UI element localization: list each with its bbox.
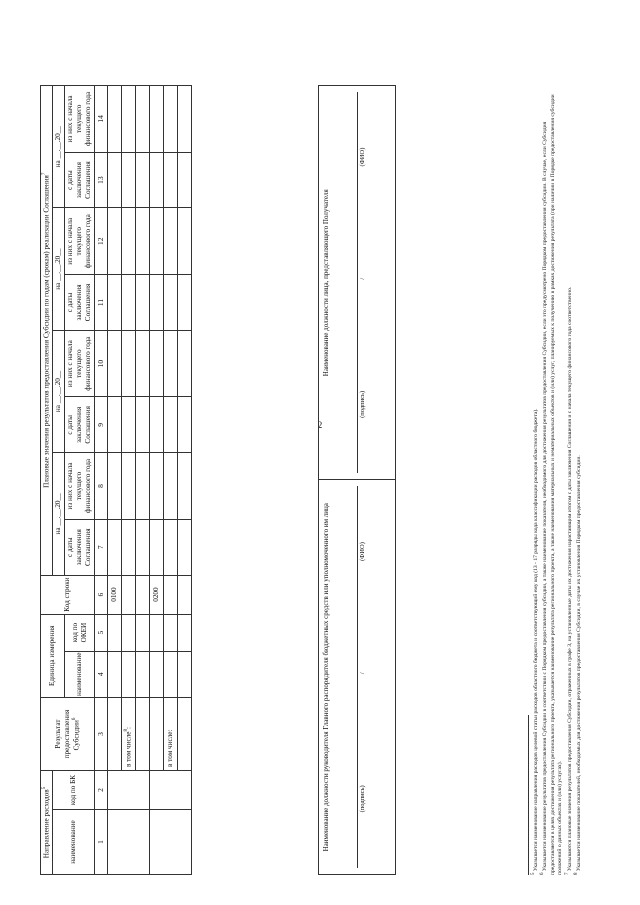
cell[interactable] [177, 453, 191, 520]
column-number: 14 [95, 86, 107, 153]
column-number: 9 [95, 397, 107, 453]
cell[interactable] [163, 397, 177, 453]
cell[interactable] [163, 651, 177, 697]
column-number: 11 [95, 275, 107, 331]
header-period-2: на __.__.20__ [53, 330, 65, 452]
header-from-year: из них с начала текущего финансового года [65, 208, 95, 275]
column-number: 1 [95, 810, 107, 875]
cell[interactable] [149, 152, 163, 208]
cell[interactable] [163, 330, 177, 397]
header-from-date: с даты заключения Соглашения [65, 519, 95, 575]
cell[interactable] [107, 614, 121, 651]
header-from-year: из них с начала текущего финансового года [65, 453, 95, 520]
cell[interactable] [177, 519, 191, 575]
cell-name[interactable] [107, 810, 149, 875]
header-code-bk: код по БК [53, 771, 95, 810]
column-number: 8 [95, 453, 107, 520]
column-number: 6 [95, 575, 107, 614]
cell[interactable] [135, 614, 149, 651]
header-direction: Направление расходов$^5$ [41, 771, 53, 875]
cell[interactable] [177, 330, 191, 397]
header-planned: Плановые значения результатов предоставления Субсидии по годам (срокам) реализации Соглашения$^7$ [41, 86, 53, 576]
column-number: 5 [95, 614, 107, 651]
cell[interactable] [121, 275, 135, 331]
header-unit-okei: код по ОКЕИ [65, 614, 95, 651]
cell-name[interactable] [149, 810, 191, 875]
cell-row-code [177, 575, 191, 614]
cell[interactable] [121, 330, 135, 397]
cell[interactable] [177, 397, 191, 453]
page-number: 2 [317, 420, 323, 430]
footnote: $^5$ Указывается наименование направления расходов целевой статьи расходов областного бюджета и соответствующий ему код (13 - 17 разряды кода классификации расходов областного бюджета). [531, 408, 539, 875]
signature-table [318, 85, 396, 875]
cell[interactable] [149, 614, 163, 651]
rotated-content [40, 45, 600, 875]
table-row [149, 86, 163, 875]
cell[interactable] [149, 86, 163, 153]
footnotes [528, 85, 584, 875]
cell-code-bk[interactable] [149, 771, 191, 810]
header-unit-name: наименование [65, 651, 95, 697]
cell[interactable] [107, 519, 121, 575]
cell[interactable] [121, 397, 135, 453]
cell[interactable] [163, 208, 177, 275]
cell[interactable] [163, 275, 177, 331]
cell-result: в том числе: [163, 698, 177, 771]
cell[interactable] [149, 330, 163, 397]
cell[interactable] [107, 330, 121, 397]
cell[interactable] [135, 152, 149, 208]
name-caption: (ФИО) [359, 147, 367, 167]
cell[interactable] [177, 208, 191, 275]
signature-title-left: Наименование должности руководителя Главного распорядителя бюджетных средств или уполномоченного им лица [322, 503, 330, 852]
cell[interactable] [163, 614, 177, 651]
column-number: 4 [95, 651, 107, 697]
cell[interactable] [149, 651, 163, 697]
cell[interactable] [177, 275, 191, 331]
cell[interactable] [163, 519, 177, 575]
cell[interactable] [135, 86, 149, 153]
header-unit: Единица измерения [41, 614, 65, 697]
cell[interactable] [149, 208, 163, 275]
column-number: 13 [95, 152, 107, 208]
table-row [107, 86, 121, 875]
cell[interactable] [121, 86, 135, 153]
table-row [121, 86, 135, 875]
cell[interactable] [121, 453, 135, 520]
cell-row-code [163, 575, 177, 614]
cell[interactable] [177, 614, 191, 651]
cell[interactable] [135, 330, 149, 397]
header-period-3: на __.__.20__ [53, 208, 65, 330]
header-row-code: Код строки [41, 575, 95, 614]
cell[interactable] [121, 519, 135, 575]
header-from-date: с даты заключения Соглашения [65, 397, 95, 453]
cell-result: в том числе$^8$: [121, 698, 135, 771]
signature-block-left [319, 480, 396, 875]
cell-row-code [135, 575, 149, 614]
sign-caption: (подпись) [359, 785, 367, 813]
column-numbers-row [95, 86, 107, 875]
cell[interactable] [121, 614, 135, 651]
footnote: $^6$ Указывается наименование результатов предоставления Субсидии в соответствии с Порядком предоставления субсидии, а также наименование показателя, необходимого для достижения результатов предоставления Субсидии, если это предусмотрено Порядком предоставления субсидии. В случае, если Субсидия предоставляется в целях достижения результата регионального проекта, указывается наименование результата регионального проекта, а также наименования материальных и нематериальных объектов и (или) услуг, планируемых к получению в рамках достижения результата (при наличии в Порядке предоставления субсидии положений о данных объектах и (или) услугах). [540, 94, 564, 875]
cell[interactable] [149, 397, 163, 453]
cell-row-code: 0100 [107, 575, 121, 614]
results-table [40, 85, 192, 875]
cell[interactable] [177, 86, 191, 153]
sign-caption: (подпись) [359, 390, 367, 418]
cell[interactable] [163, 453, 177, 520]
cell[interactable] [107, 86, 121, 153]
column-number: 2 [95, 771, 107, 810]
footnote: $^8$ Указывается наименование показателей, необходимых для достижения результатов предоставления Субсидии, в случае их установления Порядком предоставления субсидии. [574, 455, 583, 875]
cell[interactable] [107, 651, 121, 697]
cell-result[interactable] [107, 698, 121, 771]
cell[interactable] [107, 397, 121, 453]
header-from-year: из них с начала текущего финансового года [65, 330, 95, 397]
cell[interactable] [135, 453, 149, 520]
header-period-1: на __.__.20__ [53, 453, 65, 575]
cell[interactable] [107, 152, 121, 208]
cell[interactable] [107, 275, 121, 331]
footnote-rule [528, 715, 529, 875]
cell-row-code: 0200 [149, 575, 163, 614]
separator: / [359, 277, 367, 280]
column-number: 12 [95, 208, 107, 275]
signature-block-right [319, 86, 396, 481]
cell-result[interactable] [135, 698, 149, 771]
cell[interactable] [163, 86, 177, 153]
cell-result[interactable] [177, 698, 191, 771]
cell[interactable] [149, 519, 163, 575]
column-number: 7 [95, 519, 107, 575]
header-result: Результат предоставления Субсидии$^6$ [41, 698, 95, 771]
cell[interactable] [135, 208, 149, 275]
cell[interactable] [121, 152, 135, 208]
separator: / [359, 672, 367, 675]
cell[interactable] [135, 397, 149, 453]
header-from-date: с даты заключения Соглашения [65, 275, 95, 331]
table-row [163, 86, 177, 875]
cell[interactable] [177, 152, 191, 208]
header-name: наименование [53, 810, 95, 875]
column-number: 10 [95, 330, 107, 397]
table-row [177, 86, 191, 875]
cell[interactable] [163, 152, 177, 208]
signature-title-right: Наименование должности лица, представляющего Получателя [322, 189, 330, 377]
cell[interactable] [149, 453, 163, 520]
cell[interactable] [177, 651, 191, 697]
header-period-4: на __.__.20__ [53, 86, 65, 208]
cell[interactable] [107, 208, 121, 275]
cell[interactable] [121, 208, 135, 275]
signature-line-left[interactable] [349, 487, 358, 869]
header-from-date: с даты заключения Соглашения [65, 152, 95, 208]
cell[interactable] [135, 651, 149, 697]
cell[interactable] [121, 651, 135, 697]
cell[interactable] [149, 275, 163, 331]
cell[interactable] [135, 519, 149, 575]
cell-row-code [121, 575, 135, 614]
footnote: $^7$ Указываются плановые значения результатов предоставления Субсидии, отраженных в графе 3, на установленные даты их достижения нарастающим итогом с даты заключения Соглашения и с начала текущего финансового года соответственно. [564, 286, 573, 875]
table-row [135, 86, 149, 875]
name-caption: (ФИО) [359, 542, 367, 561]
cell[interactable] [135, 275, 149, 331]
cell[interactable] [107, 453, 121, 520]
cell-code-bk[interactable] [107, 771, 149, 810]
signature-line-right[interactable] [349, 92, 358, 474]
header-from-year: из них с начала текущего финансового года [65, 86, 95, 153]
column-number: 3 [95, 698, 107, 771]
cell-result[interactable] [149, 698, 163, 771]
